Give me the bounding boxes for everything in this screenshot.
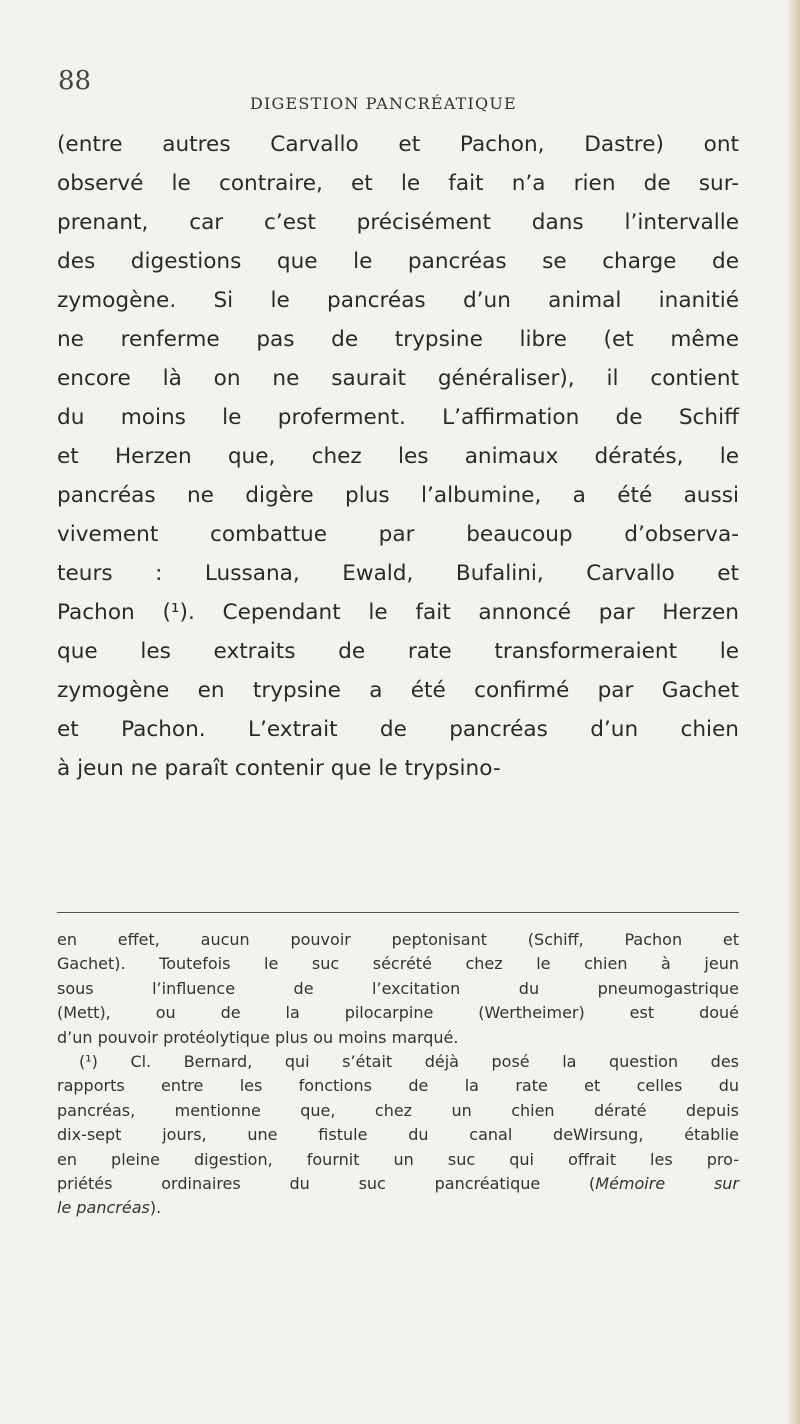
body-line: zymogène. Si le pancréas d’un animal inanitié <box>57 288 739 313</box>
body-text <box>57 125 739 788</box>
footnote-line: en effet, aucun pouvoir peptonisant (Schiff, Pachon et <box>57 930 739 949</box>
body-line: teurs : Lussana, Ewald, Bufalini, Carvallo et <box>57 561 739 586</box>
body-line: et Herzen que, chez les animaux dératés, le <box>57 444 739 469</box>
page-edge <box>786 0 800 1424</box>
footnote-rule <box>57 912 739 913</box>
body-line: encore là on ne saurait généraliser), il contient <box>57 366 739 391</box>
body-line: que les extraits de rate transformeraient le <box>57 639 739 664</box>
footnote-line <box>57 1196 739 1220</box>
footnote-line: dix-sept jours, une fistule du canal deWirsung, établie <box>57 1125 739 1145</box>
citation-closing: ). <box>149 1198 162 1218</box>
footnotes <box>57 928 739 1221</box>
footnote-line: Gachet). Toutefois le suc sécrété chez le chien à jeun <box>57 954 739 974</box>
footnote-line: rapports entre les fonctions de la rate et celles du <box>57 1076 739 1096</box>
body-line: du moins le proferment. L’affirmation de Schiff <box>57 405 739 430</box>
body-line: (entre autres Carvallo et Pachon, Dastre) ont <box>57 132 739 157</box>
body-line: et Pachon. L’extrait de pancréas d’un chien <box>57 717 739 742</box>
body-line: Pachon (¹). Cependant le fait annoncé par Herzen <box>57 600 739 625</box>
body-line: vivement combattue par beaucoup d’observa- <box>57 522 739 547</box>
running-head: DIGESTION PANCRÉATIQUE <box>250 94 517 113</box>
footnote-line-with-citation <box>57 1172 739 1196</box>
footnote-line: pancréas, mentionne que, chez un chien dératé depuis <box>57 1100 739 1120</box>
footnote-line: (¹) Cl. Bernard, qui s’était déjà posé la question des <box>79 1051 739 1071</box>
body-line: zymogène en trypsine a été confirmé par Gachet <box>57 678 739 703</box>
citation-title-cont: le pancréas <box>57 1198 150 1218</box>
footnote-text: priétés ordinaires du suc pancréatique ( <box>57 1173 596 1193</box>
body-line: prenant, car c’est précisément dans l’intervalle <box>57 210 739 235</box>
footnote-line: d’un pouvoir protéolytique plus ou moins marqué. <box>57 1027 459 1047</box>
body-line: pancréas ne digère plus l’albumine, a été aussi <box>57 483 739 508</box>
footnote-line: sous l’influence de l’excitation du pneumogastrique <box>57 978 739 998</box>
body-line: des digestions que le pancréas se charge de <box>57 249 739 274</box>
body-line: ne renferme pas de trypsine libre (et même <box>57 327 739 352</box>
citation-title: Mémoire sur <box>595 1173 739 1193</box>
body-line: à jeun ne paraît contenir que le trypsino- <box>57 756 501 781</box>
footnote-line: en pleine digestion, fournit un suc qui offrait les pro- <box>57 1149 739 1169</box>
page-number: 88 <box>58 66 92 96</box>
footnote-line: (Mett), ou de la pilocarpine (Wertheimer) est doué <box>57 1003 739 1023</box>
body-line: observé le contraire, et le fait n’a rien de sur- <box>57 171 739 196</box>
